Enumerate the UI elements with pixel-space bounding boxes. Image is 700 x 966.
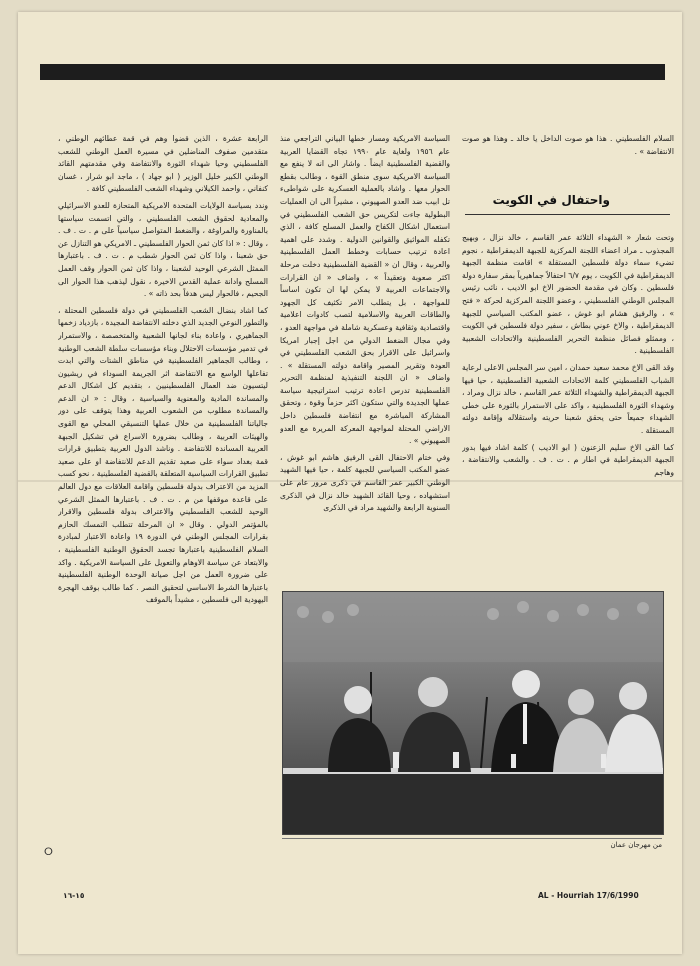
header-black-bar xyxy=(40,64,665,80)
right-column-top-text: السلام الفلسطيني . هذا هو صوت الداخل يا خالد ـ وهذا هو صوت الانتفاضة » . xyxy=(462,134,674,156)
right-column-top xyxy=(462,133,674,173)
photo-caption: من مهرجان عمان xyxy=(282,838,662,849)
left-column-paragraph: الرابعة عشرة ، الذين قضوا وهم في قمة عطائهم الوطني ، متقدمين صفوف المناضلين في مسيرة العمل الوطني للشعب الفلسطيني وحيا شهداء الثورة والانتفاضة وفي مقدمتهم القائد الوطني الكبير خليل الوزير ( ابو جهاد ) ، ماجد ابو شرار ، غسان كنفاني ، واحمد الكيلاني وشهداء الشعب الفلسطيني كافة . xyxy=(58,134,268,194)
right-column xyxy=(462,232,674,584)
left-column xyxy=(58,133,268,881)
right-column-paragraph: وقد القى الاخ محمد سعيد حمدان ، امين سر المجلس الاعلى لرعاية الشباب الفلسطيني كلمة الاتحادات الشعبية الفلسطينية ، حيا فيها الجبهة الديمقراطية والشهداء الثلاثة عمر القاسم ، خالد نزال ومراد ، وشهداء الثورة الفلسطينية ، واكد على الاستمرار بالثورة على خطى الشهداء جميعاً حتى يحقق شعبنا حريته واستقلاله وإقامة دولته المستقلة . xyxy=(462,362,674,435)
middle-column-paragraph: وفي ختام الاحتفال القى الرفيق هاشم ابو غوش ، عضو المكتب السياسي للجبهة كلمة ، حيا فيها الشهيد الوطني الكبير عمر القاسم في ذكرى مرور عام على استشهاده ، وحيا القائد الشهيد خالد نزال في الذكرى السنوية الرابعة والشهيد مراد في الذكرى xyxy=(280,452,450,513)
headline-rule xyxy=(465,214,670,215)
footer-page-numbers: ١٥-١٦ xyxy=(63,891,85,900)
margin-mark: ⵔ xyxy=(44,847,53,858)
middle-column xyxy=(280,133,450,585)
right-column-paragraph: كما القى الاخ سليم الزعنون ( ابو الاديب ) كلمة اشاد فيها بدور الجبهة الديمقراطية في اطار م . ت . ف . والشعب والانتفاضة ، وهاجم xyxy=(462,442,674,477)
middle-column-paragraph: السياسة الامريكية ومسار خطها البياني التراجعي منذ عام ١٩٥٦ ولغاية عام ١٩٩٠ تجاه القضايا العربية والقضية الفلسطينية ايضاً . واشار الى انه لا ينفع مع السياسة الامريكية سوى منطق القوة ، وطالب بقطع الحوار معها . واشاد بالعملية العسكرية على شواطىء تل ابيب ضد العدو الصهيوني ، مشيراً الى ان العمليات البطولية جاءت لتكريس حق الشعب الفلسطيني في استعمال اشكال الكفاح والعمل المسلح كافة ، الذي تكفله المواثيق والقوانين الدولية . وشدد على اهمية اعادة ترتيب حسابات وخطط العمل الفلسطينية والعربية ، وقال ان « القضية الفلسطينية دخلت مرحلة اكثر صعوبة وتعقيداً » ، واضاف « ان القرارات والاجتماعات العربية لا يمكن لها ان تكون اساساً للمواجهة ، بل يتطلب الامر تكثيف كل الجهود والطاقات العربية والاسلامية لتصب كادوات اعلامية واقتصادية وثقافية وعسكرية شاملة في مواجهة العدو ، وفي مجال الضغط الدولي من اجل إجبار امريكا واسرائيل على الاقرار بحق الشعب الفلسطيني في العودة وتقرير المصير واقامة دولته المستقلة » . واضاف « ان اللجنة التنفيذية لمنظمة التحرير الفلسطينية تدرس اعادة ترتيب استراتيجية سياسة عملها الجديدة والتي ستكون اكثر حزماً وقوة ، وتحقق المشاركة المباشرة مع انتفاضة فلسطين داخل الاراضي المحتلة لمواجهة المعركة المريرة مع العدو الصهيوني » . xyxy=(280,134,450,446)
left-column-paragraph: وندد بسياسة الولايات المتحدة الامريكية المتحازة للعدو الاسرائيلي والمعادية لحقوق الشعب الفلسطيني ، والتي اتسمت سياستها بالمناورة والمراوغة ، والضغط المتواصل سياسياً على م . ت . ف . ، وقال : « اذا كان ثمن الحوار الفلسطيني ـ الامريكي هو التنازل عن حق شعبنا ، واذا كان ثمن الحوار شطب م . ت . ف . باعتبارها الممثل الشرعي الوحيد لشعبنا ، واذا كان ثمن الحوار وقف العمل المسلح وادانة عملية القدس الاخيرة ، نقول ليذهب هذا الحوار الى الجحيم ، فالحوار ليس هدفاً بحد ذاته » . xyxy=(58,200,268,299)
footer-publication: AL - Hourriah 17/6/1990 xyxy=(538,891,639,900)
left-column-paragraph: كما اشاد بنضال الشعب الفلسطيني في دولة فلسطين المحتلة ، والتطور النوعي الجديد الذي دخلته الانتفاضة المجيدة ، بازدياد زخمها الجماهيري ، واعادة بناء لجانها الشعبية والمتخصصة ، والاستمرار في تدمير مؤسسات الاحتلال وبناء مؤسسات سلطة الشعب الوطنية ، وطالب الجماهير الفلسطينية في مناطق الشتات والتي ابدت تفاعلها الواسع مع الانتفاضة اثر الجريمة السوداء في ريشيون ليتسيون ضد العمال الفلسطينيين ، بتقديم كل اشكال الدعم والمساندة المادية والمعنوية والسياسية ، وقال : « ان الدعم والمساندة مطلوب من الشعوب العربية وهذا يتوقف على دور جالياتنا الفلسطينية من خلال عملها التنسيقي المحلي مع القوى والهيئات العربية ، وطالب بضرورة الاسراع في تشكيل الجبهة العربية المساندة للانتفاضة . وناشد الدول العربية بتطبيق قرارات قمة بغداد سواء على صعيد تقديم الدعم للانتفاضة او على صعيد تطبيق القرارات السياسية المتعلقة بالقضية الفلسطينية ، نحو كسب المزيد من الاعتراف بدولة فلسطين واقامة العلاقات مع دول العالم على قاعدة موقفها من م . ت . ف . باعتبارها الممثل الشرعي الوحيد للشعب الفلسطيني والاعتراف بدولة فلسطين والاقرار بالمؤتمر الدولي . وقال « ان المرحلة تتطلب التمسك الحازم بقرارات المجلس الوطني في الدورة ١٩ واعادة الاعتبار لمبادرة السلام الفلسطينية باعتبارها تجسد الحقوق الوطنية الفلسطينية ، والابتعاد عن سياسة الاوهام والتعويل على السياسة الامريكية . واكد على ضرورة العمل من اجل صيانة الوحدة الوطنية الفلسطينية باعتبارها الشرط الاساسي لتحقيق النصر . كما طالب بوقف الهجرة اليهودية الى فلسطين ، مشيداً بالموقف xyxy=(58,305,268,605)
event-photo xyxy=(282,591,664,835)
right-column-paragraph: وتحت شعار « الشهداء الثلاثة عمر القاسم ، خالد نزال ، وبهيج المجذوب ـ مراد اعضاء اللجنة المركزية للجبهة الديمقراطية ، نجوم تضيء سماء دولة فلسطين المستقلة » اقامت منظمة الجبهة الديمقراطية في الكويت ، يوم ٦/٧ احتفالاً جماهيرياً بمقر سفارة دولة فلسطين . وكان في مقدمة الحضور الاخ ابو الاديب ، نائب رئيس المجلس الوطني الفلسطيني ، وعضو اللجنة المركزية لحركة « فتح » ، والرفيق هشام ابو غوش ، عضو المكتب السياسي للجبهة الديمقراطية ، والاخ عوني بطاش ، سفير دولة فلسطين في الكويت ، وممثلو فصائل منظمة التحرير الفلسطينية والاتحادات الشعبية الفلسطينية . xyxy=(462,233,674,356)
event-photo-image xyxy=(283,592,663,834)
article-headline: واحتفال في الكويت xyxy=(492,193,610,207)
